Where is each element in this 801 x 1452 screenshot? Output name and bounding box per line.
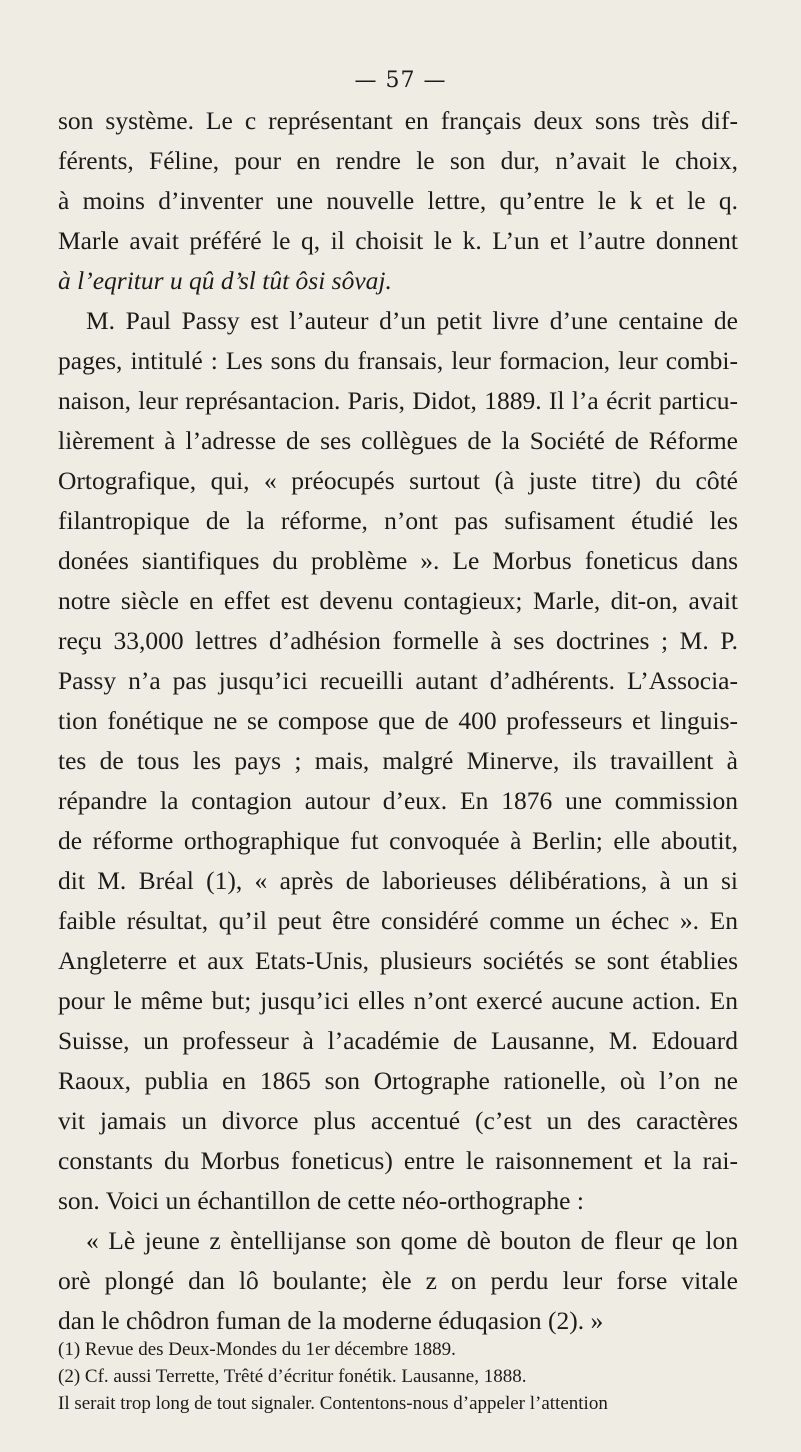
footnote: Il serait trop long de tout signaler. Contentons-nous d’appeler l’attention: [58, 1393, 608, 1414]
text-line: pour le même but; jusqu’ici elles n’ont exercé aucune action. En: [58, 986, 738, 1015]
text-line: notre siècle en effet est devenu contagieux; Marle, dit-on, avait: [58, 586, 738, 615]
text-line: férents, Féline, pour en rendre le son dur, n’avait le choix,: [58, 146, 738, 175]
text-line: reçu 33,000 lettres d’adhésion formelle à ses doctrines ; M. P.: [58, 626, 738, 655]
footnotes: [58, 1336, 738, 1417]
text-line: son système. Le c représentant en français deux sons très dif-: [58, 106, 738, 135]
text-line: Suisse, un professeur à l’académie de Lausanne, M. Edouard: [58, 1026, 738, 1055]
text-line: Marle avait préféré le q, il choisit le k. L’un et l’autre donnent: [58, 226, 738, 255]
text-line: « Lè jeune z èntellijanse son qome dè bouton de fleur qe lon: [86, 1226, 738, 1255]
text-line: donées siantifiques du problème ». Le Morbus foneticus dans: [58, 546, 738, 575]
text-line: orè plongé dan lô boulante; èle z on perdu leur forse vitale: [58, 1266, 738, 1295]
text-line: à l’eqritur u qû d’sl tût ôsi sôvaj.: [58, 266, 392, 295]
text-line: tion fonétique ne se compose que de 400 professeurs et linguis-: [58, 706, 738, 735]
text-line: tes de tous les pays ; mais, malgré Minerve, ils travaillent à: [58, 746, 738, 775]
text-line: son. Voici un échantillon de cette néo-orthographe :: [58, 1186, 584, 1215]
text-line: dit M. Bréal (1), « après de laborieuses délibérations, à un si: [58, 866, 738, 895]
text-line: faible résultat, qu’il peut être considéré comme un échec ». En: [58, 906, 738, 935]
text-line: Passy n’a pas jusqu’ici recueilli autant d’adhérents. L’Associa-: [58, 666, 738, 695]
text-line: filantropique de la réforme, n’ont pas sufisament étudié les: [58, 506, 738, 535]
text-line: à moins d’inventer une nouvelle lettre, qu’entre le k et le q.: [58, 186, 738, 215]
text-line: constants du Morbus foneticus) entre le raisonnement et la rai-: [58, 1146, 738, 1175]
page-number: — 57 —: [354, 68, 447, 93]
footnote: (1) Revue des Deux-Mondes du 1er décembre 1889.: [58, 1339, 456, 1360]
footnote: (2) Cf. aussi Terrette, Trêté d’écritur fonétik. Lausanne, 1888.: [58, 1366, 527, 1387]
text-line: lièrement à l’adresse de ses collègues de la Société de Réforme: [58, 426, 738, 455]
text-line: vit jamais un divorce plus accentué (c’est un des caractères: [58, 1106, 738, 1135]
body-text: [58, 101, 738, 1341]
text-line: Angleterre et aux Etats-Unis, plusieurs sociétés se sont établies: [58, 946, 738, 975]
text-line: naison, leur représantacion. Paris, Didot, 1889. Il l’a écrit particu-: [58, 386, 738, 415]
text-line: dan le chôdron fuman de la moderne éduqasion (2). »: [58, 1306, 604, 1335]
text-line: de réforme orthographique fut convoquée à Berlin; elle aboutit,: [58, 826, 738, 855]
text-line: M. Paul Passy est l’auteur d’un petit livre d’une centaine de: [86, 306, 738, 335]
text-line: Raoux, publia en 1865 son Ortographe rationelle, où l’on ne: [58, 1066, 738, 1095]
text-line: répandre la contagion autour d’eux. En 1876 une commission: [58, 786, 738, 815]
text-line: pages, intitulé : Les sons du fransais, leur formacion, leur combi-: [58, 346, 738, 375]
text-line: Ortografique, qui, « préocupés surtout (à juste titre) du côté: [58, 466, 738, 495]
